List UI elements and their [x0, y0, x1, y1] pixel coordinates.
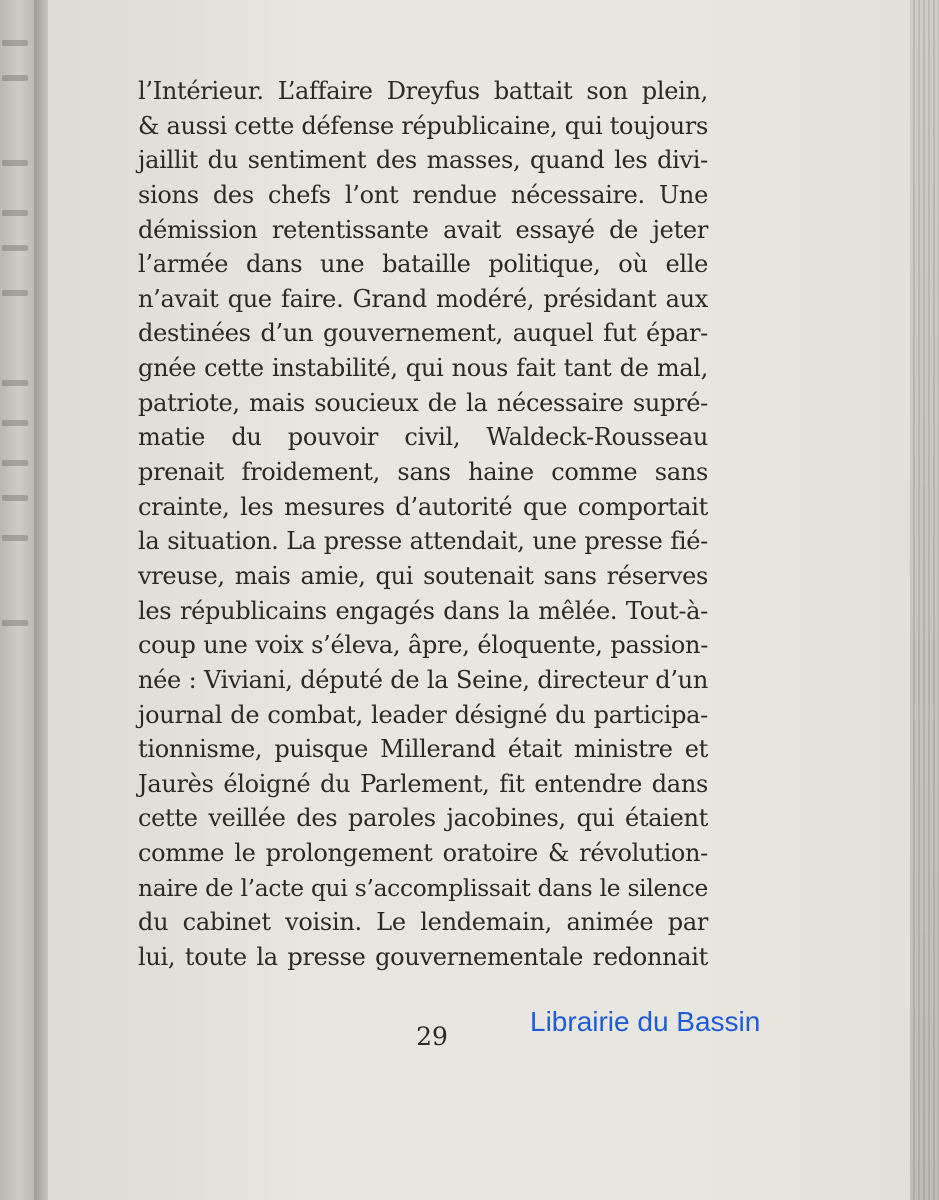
book-gutter [34, 0, 48, 1200]
facing-page-text-fragment [2, 420, 28, 426]
text-line: sions des chefs l’ont rendue nécessaire. Une [138, 180, 708, 209]
text-line: l’Intérieur. L’affaire Dreyfus battait son plein, [138, 77, 708, 105]
text-line: démission retentissante avait essayé de jeter [138, 215, 708, 244]
facing-page-text-fragment [2, 75, 28, 81]
text-line: les républicains engagés dans la mêlée. Tout-à- [138, 596, 708, 625]
text-line: prenait froidement, sans haine comme sans [138, 458, 708, 487]
text-line: la situation. La presse attendait, une presse fié- [138, 527, 708, 556]
text-line: tionnisme, puisque Millerand était ministre et [138, 735, 708, 764]
text-line: & aussi cette défense républicaine, qui toujours [138, 111, 708, 140]
facing-page-text-fragment [2, 245, 28, 251]
text-line: matie du pouvoir civil, Waldeck-Rousseau [138, 423, 708, 452]
text-line: du cabinet voisin. Le lendemain, animée par [138, 908, 708, 937]
text-line: cette veillée des paroles jacobines, qui étaient [138, 804, 708, 833]
text-line: vreuse, mais amie, qui soutenait sans réserves [138, 561, 708, 590]
text-line: née : Viviani, député de la Seine, directeur d’un [138, 665, 708, 694]
text-line: patriote, mais soucieux de la nécessaire supré- [138, 388, 708, 417]
text-line: jaillit du sentiment des masses, quand les divi- [138, 146, 708, 175]
facing-page-text-fragment [2, 460, 28, 466]
text-line: coup une voix s’éleva, âpre, éloquente, passion- [138, 631, 708, 660]
facing-page-text-fragment [2, 40, 28, 46]
text-line: destinées d’un gouvernement, auquel fut épar- [138, 319, 708, 348]
text-line: n’avait que faire. Grand modéré, présidant aux [138, 284, 708, 313]
text-line: l’armée dans une bataille politique, où elle [138, 250, 708, 279]
facing-page-edge [0, 0, 34, 1200]
page-stack-edge [910, 0, 939, 1200]
text-line: lui, toute la presse gouvernementale redonnait [138, 943, 708, 972]
facing-page-text-fragment [2, 380, 28, 386]
text-line: naire de l’acte qui s’accomplissait dans le silence [138, 873, 708, 902]
facing-page-text-fragment [2, 160, 28, 166]
text-line: comme le prolongement oratoire & révolution- [138, 839, 708, 868]
facing-page-text-fragment [2, 495, 28, 501]
facing-page-text-fragment [2, 210, 28, 216]
page-number: 29 [416, 1022, 448, 1051]
text-line: gnée cette instabilité, qui nous fait tant de mal, [138, 354, 708, 383]
text-line: crainte, les mesures d’autorité que comportait [138, 492, 708, 521]
facing-page-text-fragment [2, 535, 28, 541]
text-line: journal de combat, leader désigné du participa- [138, 700, 708, 729]
facing-page-text-fragment [2, 290, 28, 296]
body-text [138, 74, 708, 975]
bookseller-watermark: Librairie du Bassin [530, 1006, 761, 1037]
facing-page-text-fragment [2, 620, 28, 626]
text-line: Jaurès éloigné du Parlement, fit entendre dans [138, 769, 708, 798]
